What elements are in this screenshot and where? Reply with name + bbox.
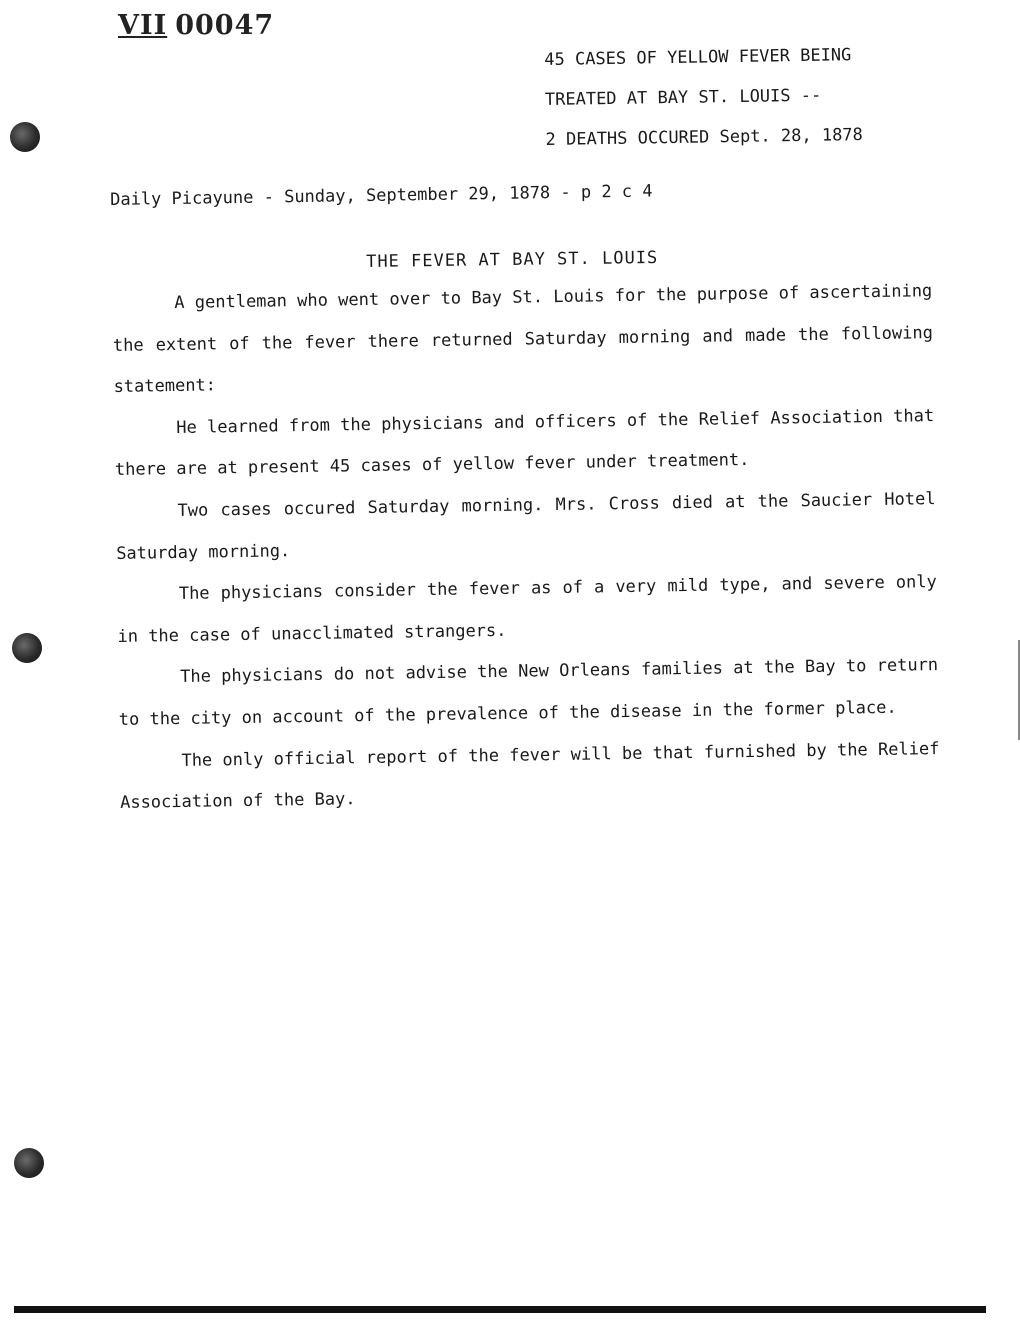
source-citation: Daily Picayune - Sunday, September 29, 1878 - p 2 c 4 (110, 181, 653, 210)
scan-bottom-rule (14, 1306, 986, 1313)
document-id-roman: VII (118, 10, 168, 41)
paragraph: Two cases occured Saturday morning. Mrs. Cross died at the Saucier Hotel Saturday morning. (116, 489, 936, 564)
document-id (118, 10, 274, 41)
punch-hole (12, 633, 42, 663)
paragraph: The physicians consider the fever as of a very mild type, and severe only in the case of unacclimated strangers. (117, 572, 937, 647)
headline-line: 2 DEATHS OCCURED Sept. 28, 1878 (545, 125, 863, 150)
document-id-number: 00047 (175, 10, 275, 41)
paragraph: The physicians do not advise the New Orleans families at the Bay to return to the city on account of the prevalence of the disease in the former place. (118, 655, 939, 730)
paragraph: A gentleman who went over to Bay St. Louis for the purpose of ascertaining the extent of the fever there returned Saturday morning and made the following statement: (112, 281, 934, 398)
paragraph: The only official report of the fever will be that furnished by the Relief Association of the Bay. (119, 738, 940, 814)
headline-line: TREATED AT BAY ST. LOUIS -- (544, 85, 822, 110)
article-body (112, 271, 940, 825)
punch-hole (10, 122, 40, 152)
headline (544, 34, 946, 160)
punch-hole (14, 1148, 44, 1178)
headline-line: 45 CASES OF YELLOW FEVER BEING (544, 45, 852, 70)
article-title: THE FEVER AT BAY ST. LOUIS (366, 247, 659, 272)
paragraph: He learned from the physicians and officers of the Relief Association that there are at present 45 cases of yellow fever under treatment. (114, 405, 935, 481)
